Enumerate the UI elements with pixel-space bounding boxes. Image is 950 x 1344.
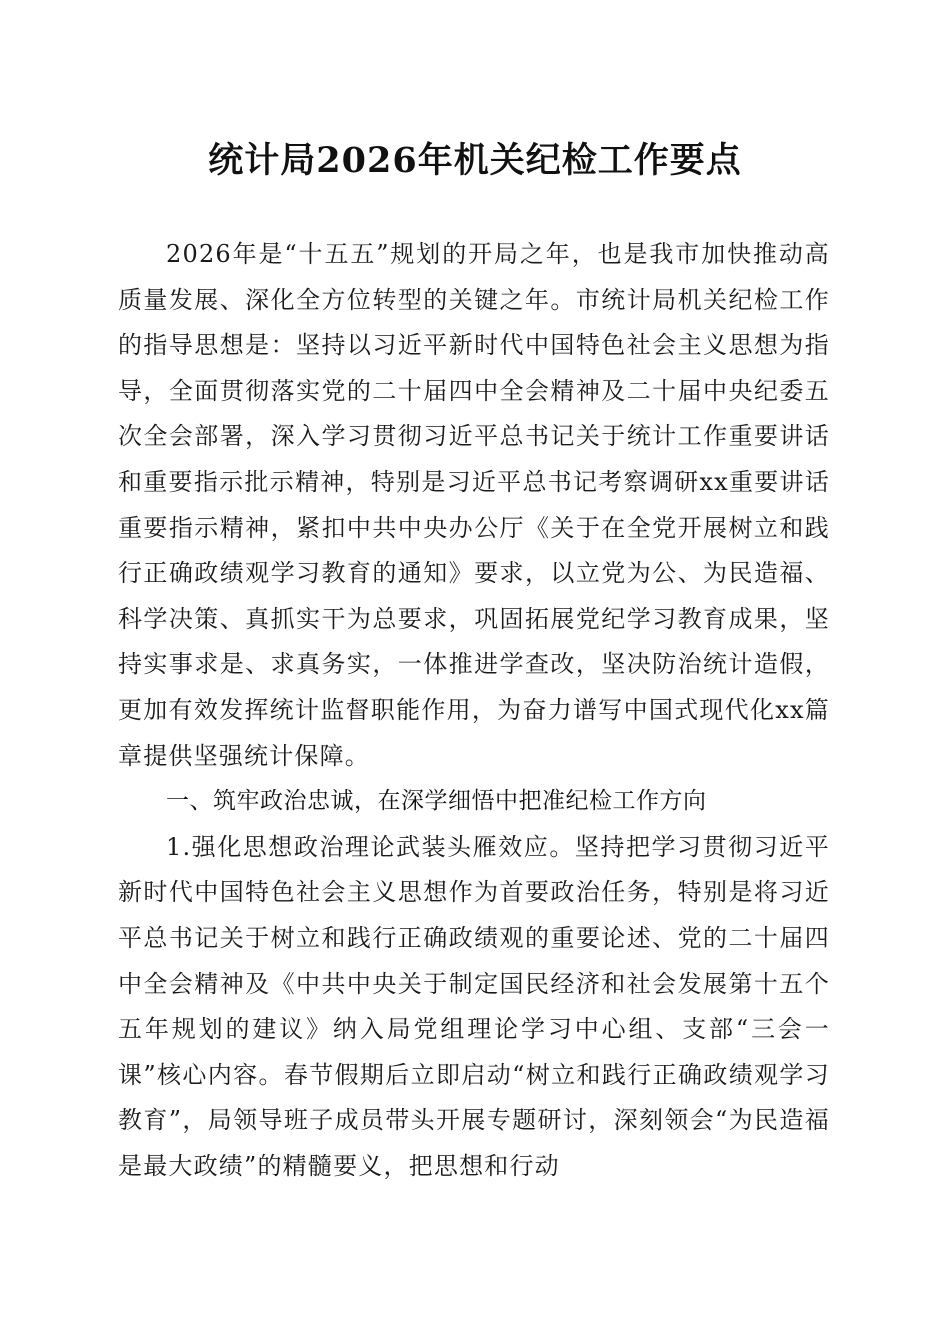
section-item-paragraph: 1.强化思想政治理论武装头雁效应。坚持把学习贯彻习近平新时代中国特色社会主义思想作为首要政治任务，特别是将习近平总书记关于树立和践行正确政绩观的重要论述、党的二十届四中全会精神及《中共中央关于制定国民经济和社会发展第十五个五年规划的建议》纳入局党组理论学习中心组、支部“三会一课”核心内容。春节假期后立即启动“树立和践行正确政绩观学习教育”，局领导班子成员带头开展专题研讨，深刻领会“为民造福是最大政绩”的精髓要义，把思想和行动 [118, 832, 830, 1180]
document-body [118, 232, 830, 1189]
section-heading: 一、筑牢政治忠诚，在深学细悟中把准纪检工作方向 [166, 788, 707, 815]
document-title: 统计局2026年机关纪检工作要点 [208, 140, 742, 181]
intro-paragraph: 2026年是“十五五”规划的开局之年，也是我市加快推动高质量发展、深化全方位转型的关键之年。市统计局机关纪检工作的指导思想是：坚持以习近平新时代中国特色社会主义思想为指导，全面贯彻落实党的二十届四中全会精神及二十届中央纪委五次全会部署，深入学习贯彻习近平总书记关于统计工作重要讲话和重要指示批示精神，特别是习近平总书记考察调研xx重要讲话重要指示精神，紧扣中共中央办公厅《关于在全党开展树立和践行正确政绩观学习教育的通知》要求，以立党为公、为民造福、科学决策、真抓实干为总要求，巩固拓展党纪学习教育成果，坚持实事求是、求真务实，一体推进学查改，坚决防治统计造假，更加有效发挥统计监督职能作用，为奋力谱写中国式现代化xx篇章提供坚强统计保障。 [118, 240, 830, 770]
